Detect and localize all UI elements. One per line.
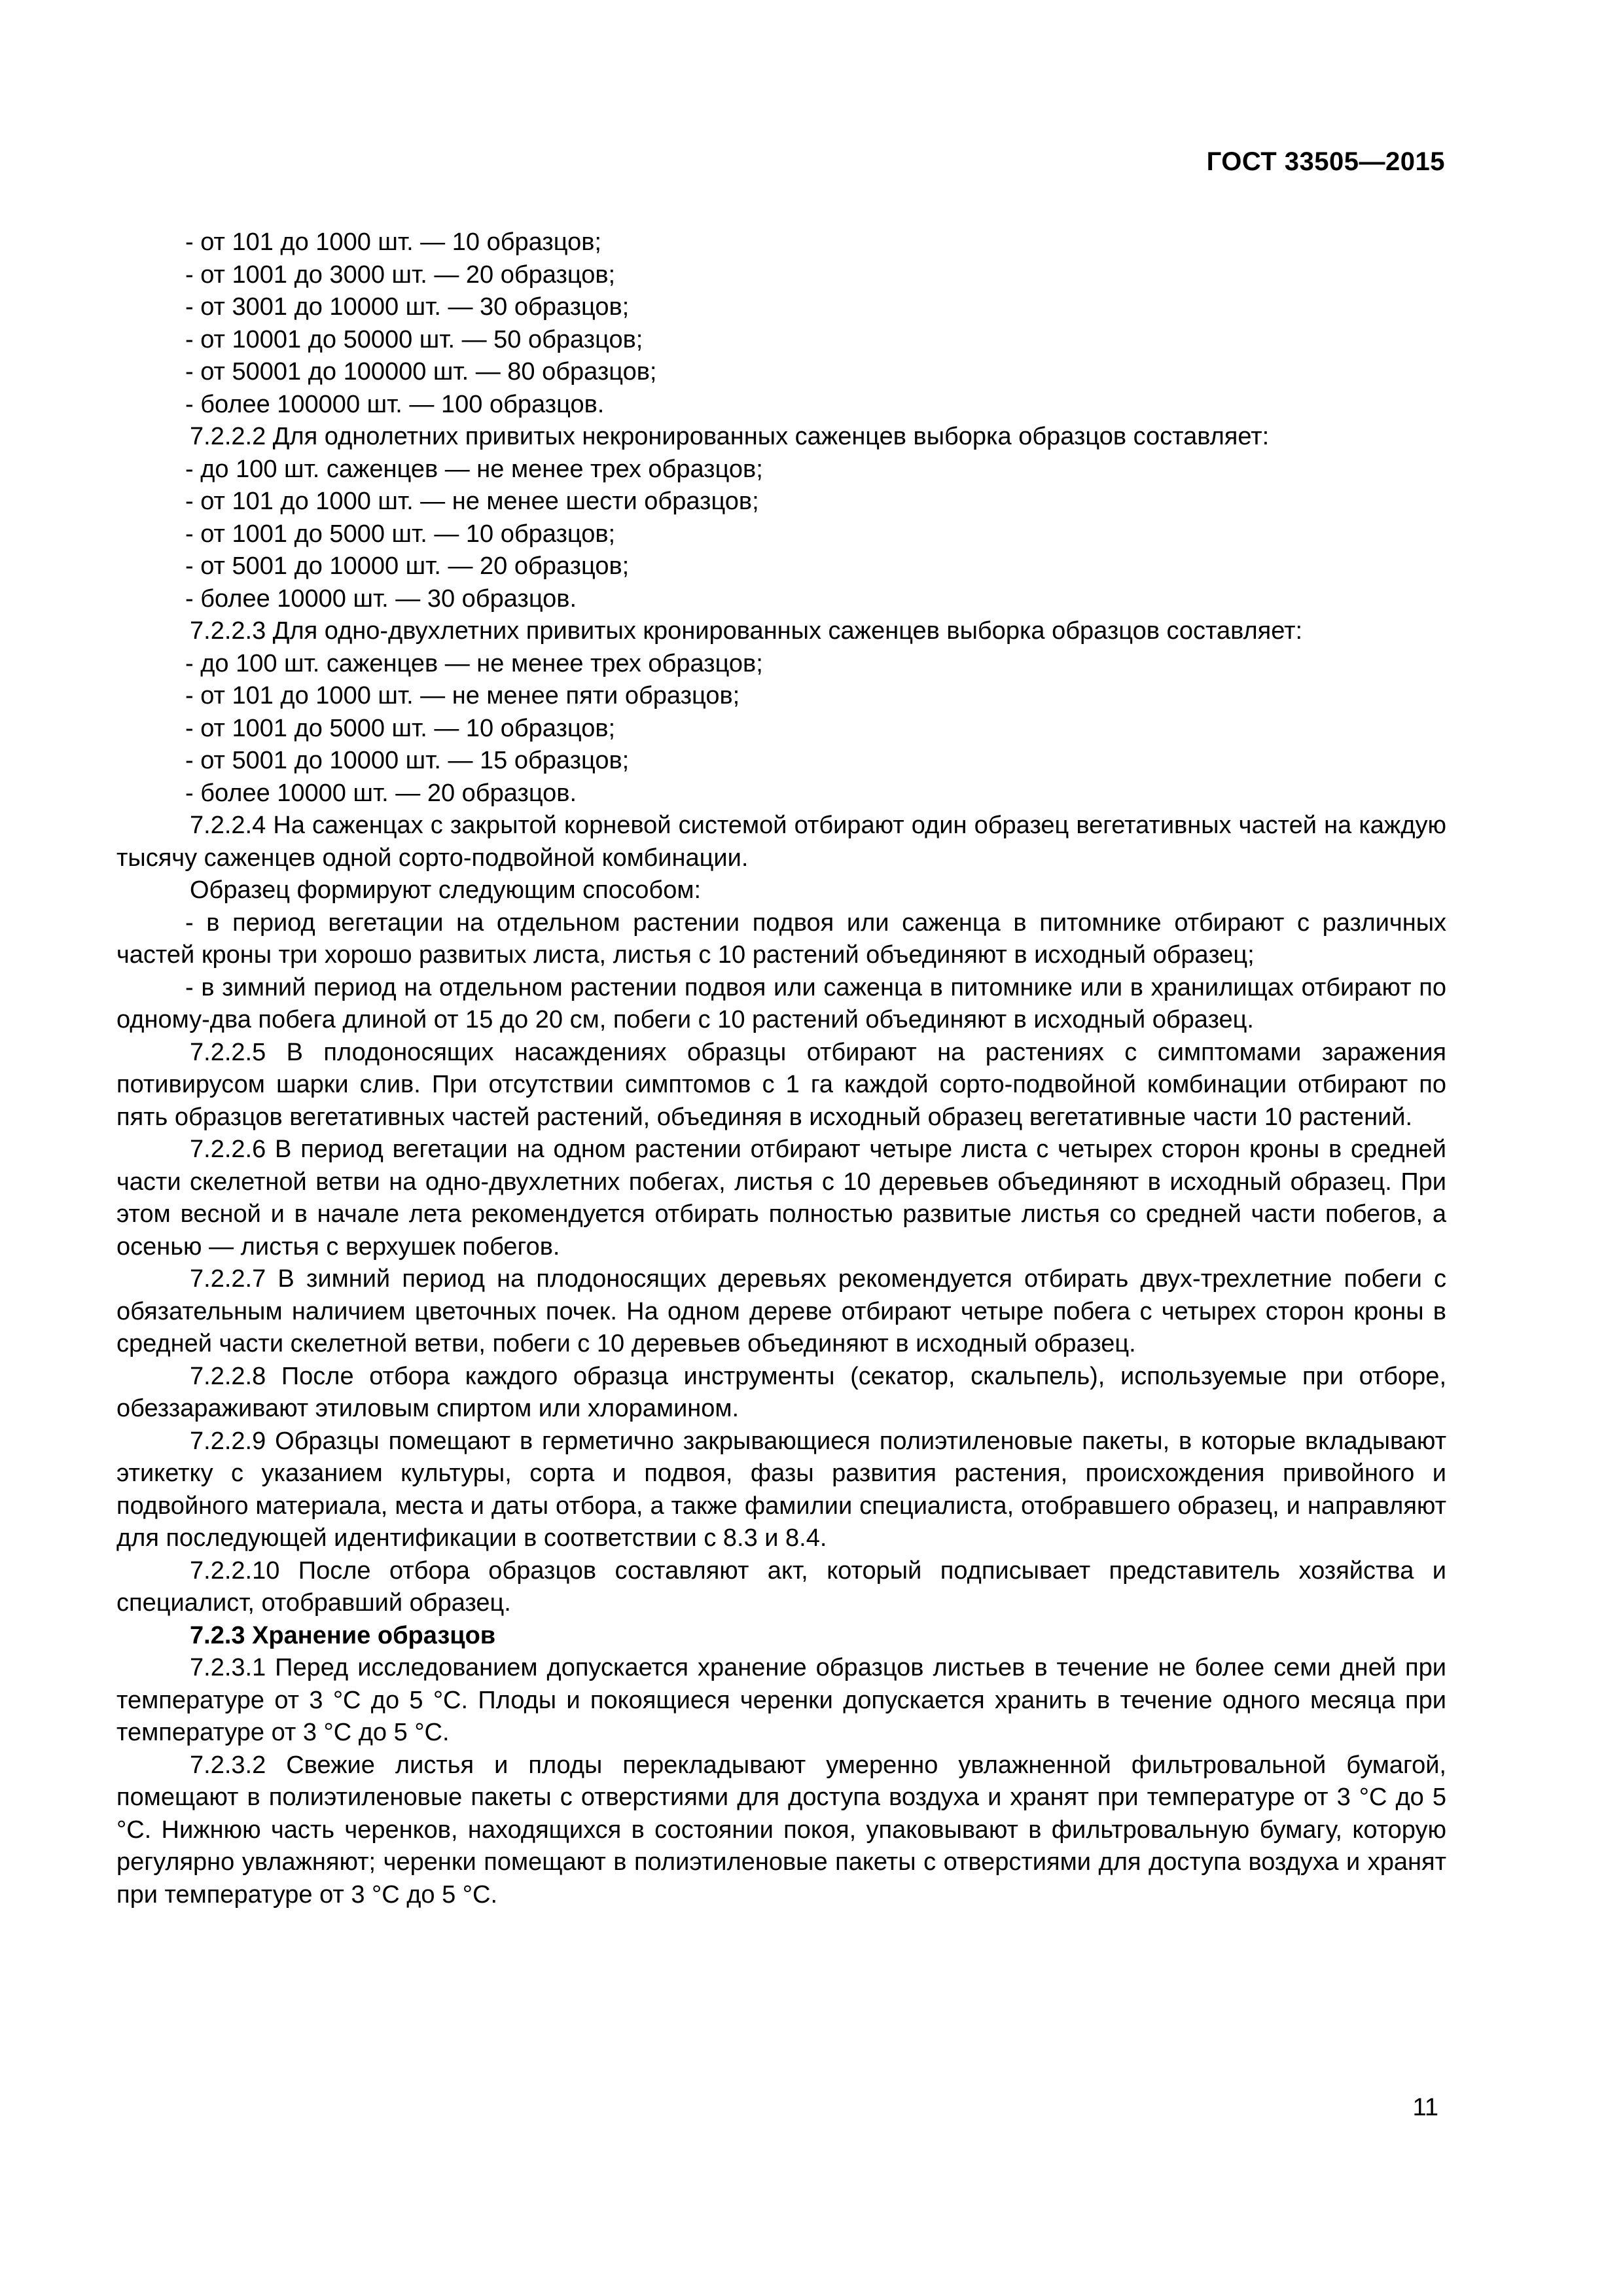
list-item: - от 5001 до 10000 шт. — 20 образцов; <box>185 552 630 580</box>
paragraph-7-2-2-4: 7.2.2.4 На саженцах с закрытой корневой системой отбирают один образец вегетативных частей на каждую тысячу саженцев одной сорто-подвойной комбинации. <box>116 812 1446 872</box>
paragraph-sampling-method: Образец формируют следующим способом: <box>190 876 702 904</box>
paragraph-7-2-2-3: 7.2.2.3 Для одно-двухлетних привитых кронированных саженцев выборка образцов составляет: <box>190 617 1303 645</box>
paragraph-7-2-2-9: 7.2.2.9 Образцы помещают в герметично закрывающиеся полиэтиленовые пакеты, в которые вкладывают этикетку с указанием культуры, сорта и подвоя, фазы развития растения, происхождения привойного и подвойного материала, места и даты отбора, а также фамилии специалиста, отобравшего образец, и направляют для последующей идентификации в соответствии с 8.3 и 8.4. <box>116 1427 1446 1552</box>
page-number: 11 <box>1412 2094 1438 2121</box>
list-item: - от 1001 до 5000 шт. — 10 образцов; <box>185 714 616 742</box>
paragraph-winter-period: - в зимний период на отдельном растении подвоя или саженца в питомнике или в хранилищах отбирают по одному-два побега длиной от 15 до 20 см, побеги с 10 растений объединяют в исходный образец. <box>116 973 1446 1033</box>
list-item: - до 100 шт. саженцев — не менее трех образцов; <box>185 649 763 677</box>
paragraph-vegetation-period: - в период вегетации на отдельном растении подвоя или саженца в питомнике отбирают с различных частей кроны три хорошо развитых листа, листья с 10 растений объединяют в исходный образец; <box>116 908 1446 969</box>
list-item: - более 10000 шт. — 30 образцов. <box>185 584 577 613</box>
list-item: - от 101 до 1000 шт. — 10 образцов; <box>185 228 601 256</box>
paragraph-7-2-2-2: 7.2.2.2 Для однолетних привитых некронированных саженцев выборка образцов составляет: <box>190 423 1270 450</box>
list-item: - от 3001 до 10000 шт. — 30 образцов; <box>185 293 630 321</box>
paragraph-7-2-2-6: 7.2.2.6 В период вегетации на одном растении отбирают четыре листа с четырех сторон кроны в средней части скелетной ветви на одно-двухлетних побегах, листья с 10 деревьев объединяют в исходный образец. При этом весной и в начале лета рекомендуется отбирать полностью развитые листья со средней части побегов, а осенью — листья с верхушек побегов. <box>116 1136 1446 1261</box>
list-item: - до 100 шт. саженцев — не менее трех образцов; <box>185 455 763 483</box>
paragraph-7-2-3-1: 7.2.3.1 Перед исследованием допускается хранение образцов листьев в течение не более семи дней при температуре от 3 °С до 5 °С. Плоды и покоящиеся черенки допускается хранить в течение одного месяца при температуре от 3 °С до 5 °С. <box>116 1654 1446 1746</box>
paragraph-7-2-2-7: 7.2.2.7 В зимний период на плодоносящих деревьях рекомендуется отбирать двух-трехлетние побеги с обязательным наличием цветочных почек. На одном дереве отбирают четыре побега с четырех сторон кроны в средней части скелетной ветви, побеги с 10 деревьев объединяют в исходный образец. <box>116 1265 1446 1357</box>
document-body <box>116 226 1446 1911</box>
paragraph-7-2-3-2: 7.2.3.2 Свежие листья и плоды перекладывают умеренно увлажненной фильтровальной бумагой, помещают в полиэтиленовые пакеты с отверстиями для доступа воздуха и хранят при температуре от 3 °С до 5 °С. Нижнюю часть черенков, находящихся в состоянии покоя, упаковывают в фильтровальную бумагу, которую регулярно увлажняют; черенки помещают в полиэтиленовые пакеты с отверстиями для доступа воздуха и хранят при температуре от 3 °С до 5 °С. <box>116 1751 1446 1909</box>
list-item: - от 101 до 1000 шт. — не менее шести образцов; <box>185 488 759 515</box>
paragraph-7-2-2-5: 7.2.2.5 В плодоносящих насаждениях образцы отбирают на растениях с симптомами заражения потивирусом шарки слив. При отсутствии симптомов с 1 га каждой сорто-подвойной комбинации отбирают по пять образцов вегетативных частей растений, объединяя в исходный образец вегетативные части 10 растений. <box>116 1038 1446 1131</box>
paragraph-7-2-2-10: 7.2.2.10 После отбора образцов составляют акт, который подписывает представитель хозяйства и специалист, отобравший образец. <box>116 1556 1446 1617</box>
list-item: - от 10001 до 50000 шт. — 50 образцов; <box>185 325 643 353</box>
list-item: - от 1001 до 5000 шт. — 10 образцов; <box>185 520 616 548</box>
list-item: - от 1001 до 3000 шт. — 20 образцов; <box>185 260 616 289</box>
list-item: - более 10000 шт. — 20 образцов. <box>185 779 577 807</box>
paragraph-7-2-2-8: 7.2.2.8 После отбора каждого образца инструменты (секатор, скальпель), используемые при отборе, обеззараживают этиловым спиртом или хлорамином. <box>116 1362 1446 1422</box>
list-item: - более 100000 шт. — 100 образцов. <box>185 390 605 418</box>
section-heading-7-2-3: 7.2.3 Хранение образцов <box>190 1621 496 1649</box>
list-item: - от 5001 до 10000 шт. — 15 образцов; <box>185 747 630 774</box>
list-item: - от 50001 до 100000 шт. — 80 образцов; <box>185 358 657 386</box>
document-standard-id: ГОСТ 33505—2015 <box>1206 147 1445 176</box>
list-item: - от 101 до 1000 шт. — не менее пяти образцов; <box>185 682 740 709</box>
